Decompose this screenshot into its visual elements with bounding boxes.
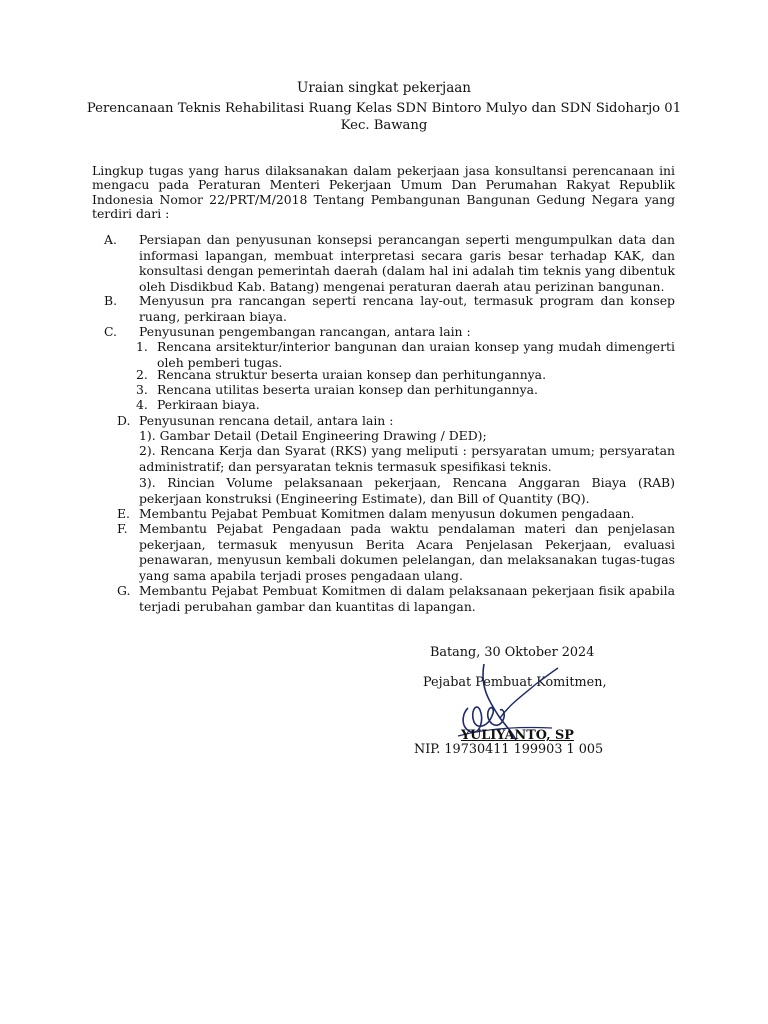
item-d-text: Penyusunan rencana detail, antara lain : — [139, 413, 394, 428]
subtitle-line-2: Kec. Bawang — [340, 118, 428, 133]
signatory-nip: NIP. 19730411 199903 1 005 — [414, 742, 604, 757]
item-c-3-text: Rencana utilitas beserta uraian konsep dan perhitungannya. — [157, 382, 538, 397]
item-d-1-text: 1). Gambar Detail (Detail Engineering Drawing / DED); — [139, 428, 487, 443]
item-e-text: Membantu Pejabat Pembuat Komitmen dalam menyusun dokumen pengadaan. — [139, 506, 635, 521]
item-g-marker: G. — [117, 583, 131, 598]
intro-paragraph: Lingkup tugas yang harus dilaksanakan dalam pekerjaan jasa konsultansi perencanaan ini mengacu pada Peraturan Menteri Pekerjaan Umum Dan Perumahan Rakyat Republik Indonesia Nomor 22/PRT/M/2018 Tentang Pembangunan Bangunan Gedung Negara yang terdiri dari : — [92, 163, 675, 222]
item-a-text: Persiapan dan penyusunan konsepsi perancangan seperti mengumpulkan data dan informasi lapangan, membuat interpretasi secara garis besar terhadap KAK, dan konsultasi dengan pemerintah daerah (dalam hal ini adalah tim teknis yang dibentuk oleh Disdikbud Kab. Batang) mengenai peraturan daerah atau perizinan bangunan. — [139, 232, 675, 294]
signatory-name: YULIYANTO, SP — [461, 728, 574, 743]
item-d-2-text: 2). Rencana Kerja dan Syarat (RKS) yang meliputi : persyaratan umum; persyaratan administratif; dan persyaratan teknis termasuk spesifikasi teknis. — [139, 443, 675, 474]
item-b-marker: B. — [104, 293, 118, 308]
item-c-2-marker: 2. — [136, 367, 148, 382]
item-d-marker: D. — [117, 413, 131, 428]
item-f-marker: F. — [117, 521, 128, 536]
item-c-marker: C. — [104, 324, 117, 339]
item-c-text: Penyusunan pengembangan rancangan, antara lain : — [139, 324, 471, 339]
item-c-4-text: Perkiraan biaya. — [157, 397, 260, 412]
item-c-3-marker: 3. — [136, 382, 148, 397]
item-f-text: Membantu Pejabat Pengadaan pada waktu pendalaman materi dan penjelasan pekerjaan, termasuk menyusun Berita Acara Penjelasan Pekerjaan, evaluasi penawaran, menyusun kembali dokumen pelelangan, dan melaksanakan tugas-tugas yang sama apabila terjadi proses pengadaan ulang. — [139, 521, 675, 583]
item-d-3-text: 3). Rincian Volume pelaksanaan pekerjaan, Rencana Anggaran Biaya (RAB) pekerjaan konstruksi (Engineering Estimate), dan Bill of Quantity (BQ). — [139, 475, 675, 506]
item-g-text: Membantu Pejabat Pembuat Komitmen di dalam pelaksanaan pekerjaan fisik apabila terjadi perubahan gambar dan kuantitas di lapangan. — [139, 583, 675, 614]
item-e-marker: E. — [117, 506, 130, 521]
item-c-1-marker: 1. — [136, 339, 148, 354]
signature-role: Pejabat Pembuat Komitmen, — [423, 675, 607, 690]
item-c-1-text: Rencana arsitektur/interior bangunan dan uraian konsep yang mudah dimengerti oleh pemberi tugas. — [157, 339, 675, 370]
item-a-marker: A. — [104, 232, 117, 247]
signature-place-date: Batang, 30 Oktober 2024 — [430, 645, 595, 660]
document-subtitle — [60, 100, 708, 134]
item-c-4-marker: 4. — [136, 397, 148, 412]
item-c-2-text: Rencana struktur beserta uraian konsep dan perhitungannya. — [157, 367, 547, 382]
document-title: Uraian singkat pekerjaan — [297, 80, 471, 96]
subtitle-line-1: Perencanaan Teknis Rehabilitasi Ruang Kelas SDN Bintoro Mulyo dan SDN Sidoharjo 01 — [86, 101, 682, 116]
item-b-text: Menyusun pra rancangan seperti rencana lay-out, termasuk program dan konsep ruang, perkiraan biaya. — [139, 293, 675, 324]
